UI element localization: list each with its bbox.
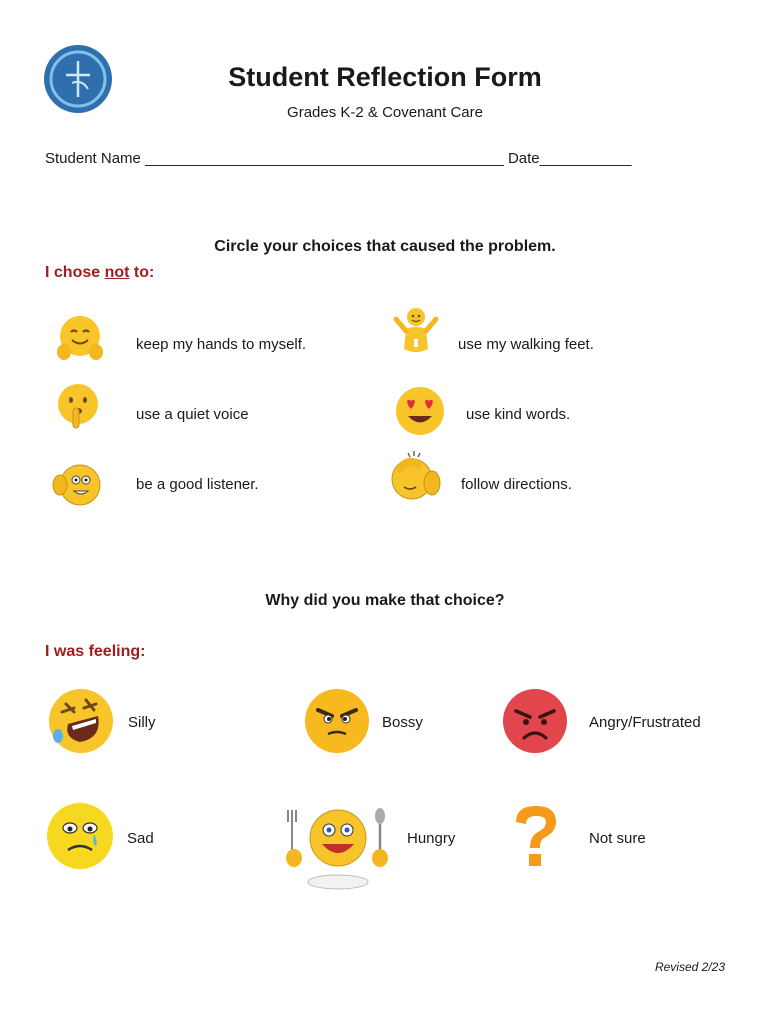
hungry-face-with-utensils-icon xyxy=(282,800,394,892)
stern-face-icon xyxy=(302,686,372,756)
question-mark-icon xyxy=(508,804,564,874)
feeling-label-sad[interactable]: Sad xyxy=(127,830,154,847)
page-title: Student Reflection Form xyxy=(228,62,542,92)
hand-to-ear-face-icon xyxy=(50,457,106,513)
heart-eyes-face-icon xyxy=(392,383,448,439)
shushing-face-icon xyxy=(50,378,106,434)
angry-red-face-icon xyxy=(500,686,570,756)
feeling-label-bossy[interactable]: Bossy xyxy=(382,714,423,731)
facepalm-face-icon xyxy=(386,447,442,503)
choice-label-walking[interactable]: use my walking feet. xyxy=(458,336,594,353)
feeling-label-silly[interactable]: Silly xyxy=(128,714,156,731)
choices-lead-after: to: xyxy=(129,264,155,281)
dancing-figure-icon xyxy=(388,305,444,361)
student-info-line xyxy=(45,150,631,167)
choices-lead-emphasis: not xyxy=(104,264,130,281)
choice-label-listener[interactable]: be a good listener. xyxy=(136,476,259,493)
page-subtitle: Grades K-2 & Covenant Care xyxy=(287,104,483,121)
student-name-label: Student Name xyxy=(45,150,141,167)
feelings-heading: Why did you make that choice? xyxy=(265,592,505,609)
feeling-label-not-sure[interactable]: Not sure xyxy=(589,830,646,847)
date-field[interactable]: ___________ xyxy=(539,150,632,167)
hugging-face-icon xyxy=(52,310,108,366)
date-label: Date xyxy=(507,150,540,167)
feeling-label-hungry[interactable]: Hungry xyxy=(407,830,456,847)
choices-lead xyxy=(45,264,154,282)
feeling-label-angry[interactable]: Angry/Frustrated xyxy=(589,714,701,731)
feelings-lead: I was feeling: xyxy=(45,643,146,660)
choice-label-directions[interactable]: follow directions. xyxy=(461,476,572,493)
rolling-laughing-face-icon xyxy=(46,686,116,756)
choice-label-quiet[interactable]: use a quiet voice xyxy=(136,406,249,423)
choice-label-hands[interactable]: keep my hands to myself. xyxy=(136,336,307,353)
choices-heading: Circle your choices that caused the problem. xyxy=(214,238,556,255)
choice-label-kind[interactable]: use kind words. xyxy=(466,406,571,423)
revised-date: Revised 2/23 xyxy=(654,960,725,974)
student-name-field[interactable]: ___________________________________________ xyxy=(145,150,504,167)
crying-face-icon xyxy=(44,800,116,872)
choices-lead-before: I chose xyxy=(45,264,105,281)
